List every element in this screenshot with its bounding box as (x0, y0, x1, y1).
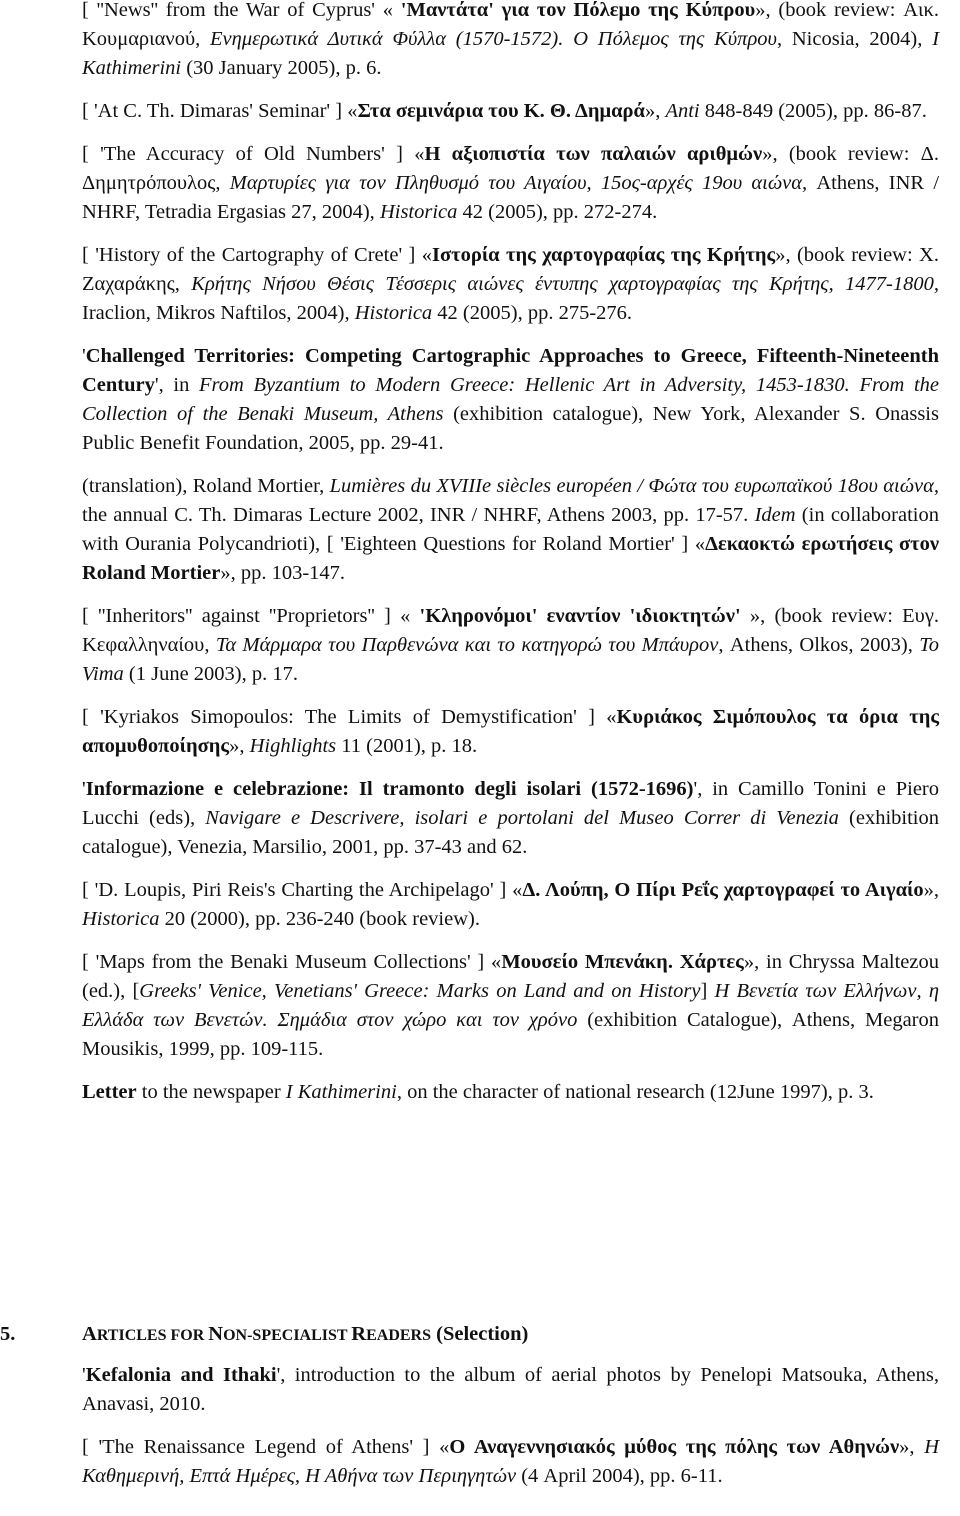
italic-text: Greeks' Venice, Venetians' Greece: Marks on Land and on History (139, 980, 701, 1002)
publication-entry (82, 1433, 939, 1491)
text-run: [ 'Kyriakos Simopoulos: The Limits of Demystification' ] « (82, 706, 617, 728)
italic-text: Navigare e Descrivere, isolari e portolani del Museo Correr di Venezia (205, 807, 839, 829)
italic-text: Τα Μάρμαρα του Παρθενώνα και το κατηγορώ του Μπάυρον (215, 634, 719, 656)
publication-list (82, 0, 939, 1121)
text-run: , Athens, Olkos, 2003), (718, 634, 920, 656)
text-run: R (351, 1323, 367, 1345)
text-run: 20 (2000), pp. 236-240 (book review). (159, 908, 480, 930)
bold-title: Η αξιοπιστία των παλαιών αριθμών (424, 143, 763, 165)
text-run: ', in (154, 374, 200, 396)
publication-entry (82, 1078, 939, 1107)
bold-title: Κυριάκος Σιμόπουλος τα όρια της απομυθοποίησης (82, 706, 939, 757)
publication-entry (82, 140, 939, 227)
italic-text: I Kathimerini (82, 28, 940, 79)
text-run: », (923, 879, 940, 901)
text-run: 11 (2001), p. 18. (336, 735, 478, 757)
publication-entry (82, 1361, 939, 1419)
italic-text: To Vima (82, 634, 939, 685)
publication-entry (82, 703, 939, 761)
text-run: , on the character of national research (12June 1997), p. 3. (396, 1081, 874, 1103)
text-run: », (899, 1436, 925, 1458)
text-run: the annual C. Th. Dimaras Lecture 2002, INR / NHRF, Athens 2003, pp. 17-57. (82, 504, 755, 526)
text-run: (exhibition Catalogue), Athens, Megaron Mousikis, 1999, pp. 109-115. (82, 1009, 939, 1060)
italic-text: I Kathimerini (285, 1081, 397, 1103)
text-run: A (82, 1323, 97, 1345)
bold-title: Στα σεμινάρια του Κ. Θ. Δημαρά (357, 100, 645, 122)
text-run: (1 June 2003), p. 17. (123, 663, 298, 685)
publication-entry (82, 602, 939, 689)
italic-text: Ενημερωτικά Δυτικά Φύλλα (1570-1572). Ο Πόλεμος της Κύπρου (210, 28, 777, 50)
text-run: ' (82, 778, 86, 800)
text-run: ', in Camillo Tonini e Piero Lucchi (eds), (82, 778, 939, 829)
bold-title: Δ. Λούπη, Ο Πίρι Ρεΐς χαρτογραφεί το Αιγαίο (522, 879, 924, 901)
text-run: ] (700, 980, 715, 1002)
section-title (82, 1320, 528, 1350)
text-run: (in collaboration with Ourania Polycandrioti), [ 'Eighteen Questions for Roland Mortier' ] « (82, 504, 939, 555)
bold-title: Letter (82, 1081, 137, 1103)
text-run: (30 January 2005), p. 6. (181, 57, 382, 79)
text-run: », (644, 100, 666, 122)
publication-entry (82, 0, 939, 83)
text-run: Athens, INR / NHRF, Tetradia Ergasias 27, 2004), (82, 172, 940, 223)
text-run: (4 April 2004), pp. 6-11. (516, 1465, 723, 1487)
text-run: [ ''Inheritors'' against ''Proprietors'' ] « (82, 605, 420, 627)
publication-entry (82, 97, 939, 126)
text-run: [ 'At C. Th. Dimaras' Seminar' ] « (82, 100, 358, 122)
bold-title: 'Μαντάτα' για τον Πόλεμο της Κύπρου (400, 0, 756, 21)
text-run: EADERS (366, 1327, 431, 1344)
bold-title: Kefalonia and Ithaki (85, 1364, 277, 1386)
italic-text: Κρήτης Νήσου Θέσις Τέσσερις αιώνες έντυπης χαρτογραφίας της Κρήτης, 1477-1800, (191, 273, 939, 295)
text-run: », in Chryssa Maltezou (ed.), [ (82, 951, 940, 1002)
text-run: N (208, 1323, 224, 1345)
text-run: 42 (2005), pp. 275-276. (432, 302, 633, 324)
text-run: », (book review: Ευγ. Κεφαλληναίου, (82, 605, 939, 656)
publication-entry (82, 948, 939, 1064)
text-run: », pp. 103-147. (220, 562, 346, 584)
text-run: 42 (2005), pp. 272-274. (457, 201, 658, 223)
publication-entry (82, 775, 939, 862)
text-run: [ 'The Renaissance Legend of Athens' ] « (82, 1436, 450, 1458)
bold-title: Δεκαοκτώ ερωτήσεις στον Roland Mortier (82, 533, 939, 584)
text-run: (exhibition catalogue), New York, Alexander S. Onassis Public Benefit Foundation, 2005, pp. 29-41. (82, 403, 939, 454)
italic-text: Historica (379, 201, 458, 223)
text-run: (translation), Roland Mortier, (82, 475, 330, 497)
publication-entry (82, 472, 939, 588)
italic-text: Historica (354, 302, 433, 324)
text-run: », (229, 735, 250, 757)
text-run: 848-849 (2005), pp. 86-87. (699, 100, 927, 122)
bold-title: Ο Αναγεννησιακός μύθος της πόλης των Αθηνών (449, 1436, 900, 1458)
text-run: ' (82, 1364, 86, 1386)
italic-text: From Byzantium to Modern Greece: Hellenic Art in Adversity, 1453-1830. From the Collection of the Benaki Museum, Athens (82, 374, 940, 425)
bold-title: Informazione e celebrazione: Il tramonto degli isolari (1572-1696) (85, 778, 694, 800)
text-run: [ 'Maps from the Benaki Museum Collections' ] « (82, 951, 502, 973)
text-run: ' (82, 345, 86, 367)
text-run: », (book review: Αικ. Κουμαριανού, (82, 0, 939, 50)
text-run: RTICLES FOR (96, 1327, 209, 1344)
italic-text: Idem (754, 504, 796, 526)
bold-title: Challenged Territories: Competing Cartographic Approaches to Greece, Fifteenth-Nineteenth Century (82, 345, 939, 396)
bold-title: Μουσείο Μπενάκη. Χάρτες (501, 951, 744, 973)
italic-text: Anti (665, 100, 700, 122)
bold-title: 'Κληρονόμοι' εναντίον 'ιδιοκτητών' (419, 605, 741, 627)
italic-text: Η Καθημερινή, Επτά Ημέρες, Η Αθήνα των Περιηγητών (82, 1436, 939, 1487)
text-run: [ 'The Accuracy of Old Numbers' ] « (82, 143, 425, 165)
publication-entry (82, 241, 939, 328)
text-run: », (book review: Δ. Δημητρόπουλος, (82, 143, 939, 194)
section-number: 5. (0, 1323, 16, 1345)
text-run: , Nicosia, 2004), (776, 28, 933, 50)
italic-text: Η Βενετία των Ελλήνων, η Ελλάδα των Βενετών. Σημάδια στον χώρο και τον χρόνο (82, 980, 940, 1031)
bold-title: Ιστορία της χαρτογραφίας της Κρήτης (432, 244, 776, 266)
publication-list-section-5 (82, 1361, 939, 1505)
italic-text: Lumières du XVIIIe siècles européen / Φώτα του ευρωπαϊκού 18ου αιώνα, (329, 475, 939, 497)
text-run: Iraclion, Mikros Naftilos, 2004), (82, 302, 355, 324)
text-run: to the newspaper (136, 1081, 286, 1103)
italic-text: Highlights (249, 735, 337, 757)
publication-entry (82, 876, 939, 934)
text-run: [ 'D. Loupis, Piri Reis's Charting the Archipelago' ] « (82, 879, 523, 901)
italic-text: Historica (82, 908, 160, 930)
italic-text: Μαρτυρίες για τον Πληθυσμό του Αιγαίου, 15ος-αρχές 19ου αιώνα, (229, 172, 808, 194)
text-run: [ 'History of the Cartography of Crete' ] « (82, 244, 433, 266)
text-run: ON-SPECIALIST (223, 1327, 352, 1344)
text-run: ', introduction to the album of aerial photos by Penelopi Matsouka, Athens, Anavasi, 2010. (82, 1364, 939, 1415)
text-run: [ ''News'' from the War of Cyprus' « (82, 0, 401, 21)
text-run: (exhibition catalogue), Venezia, Marsilio, 2001, pp. 37-43 and 62. (82, 807, 939, 858)
text-run: », (book review: Χ. Ζαχαράκης, (82, 244, 939, 295)
text-run: (Selection) (431, 1323, 529, 1345)
publication-entry (82, 342, 939, 458)
